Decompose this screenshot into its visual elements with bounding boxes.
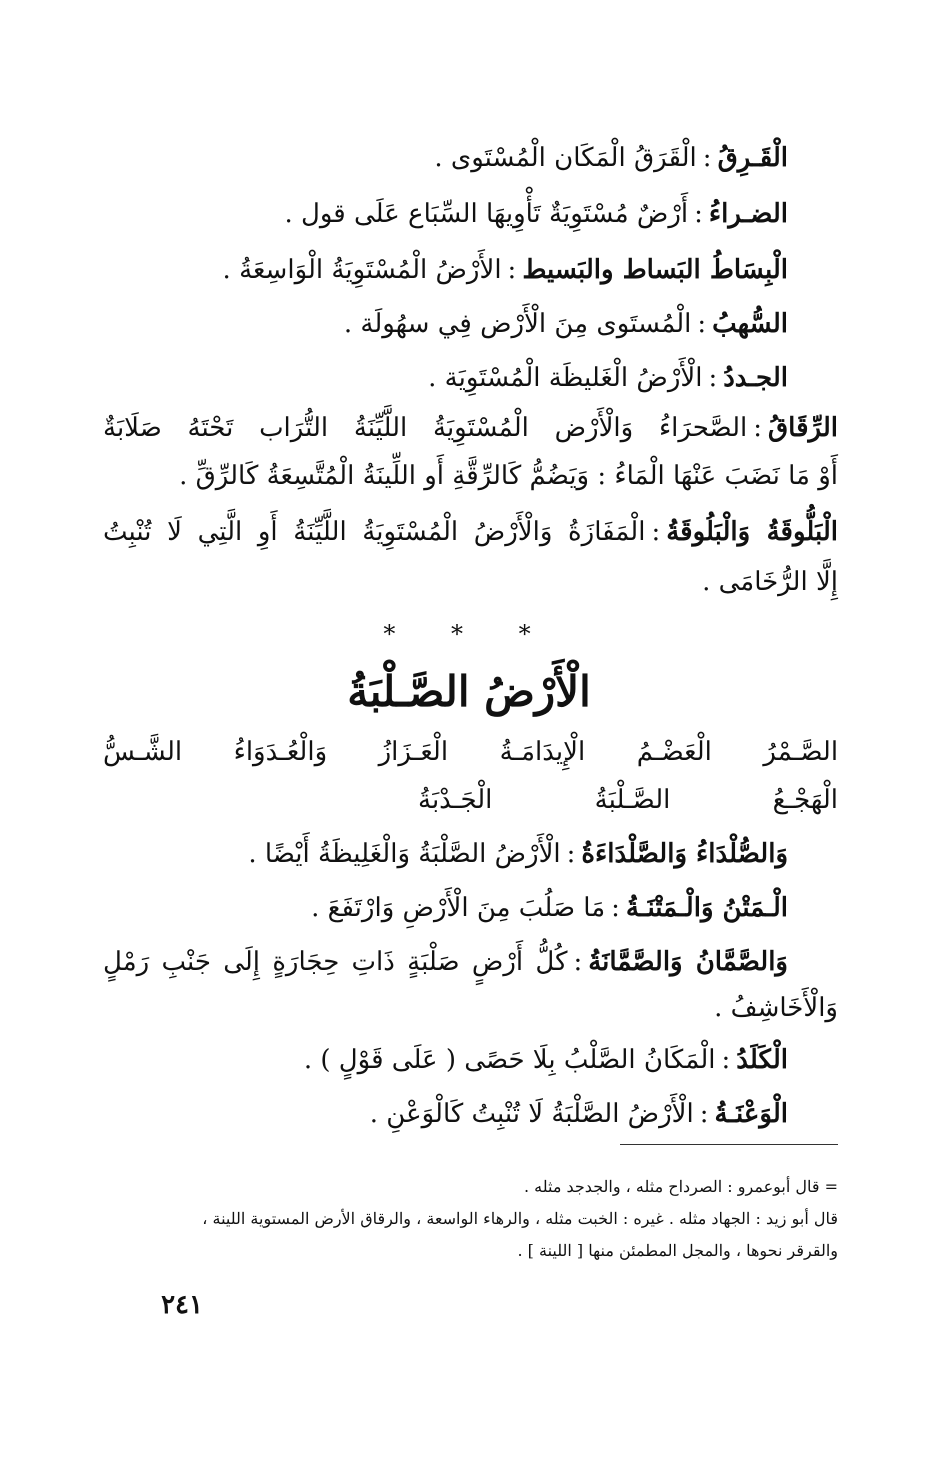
footnote-rule: [620, 1144, 838, 1145]
entry-definition: الصَّحرَاءُ وَالْأَرْض الْمُسْتَوِيَةُ اللَّيِّنَةُ التُّرَاب تَحْتَهُ صَلَابَةٌ: [103, 413, 748, 443]
entry-definition: الْقَرَقُ الْمَكَان الْمُسْتَوى .: [434, 143, 697, 173]
entry-term: السُّهبُ: [712, 309, 788, 339]
entry-definition: الْأَرْضُ الصَّلْبَةُ وَالْغَلِيظَةُ أَيْضًا .: [248, 839, 561, 869]
entry-term: الجـددُ: [723, 363, 788, 393]
entry-sammana-line1: وَالصَّمَّانُ وَالصَّمَّانَةُ:كُلُّ أَرْضٍ صَلْبَةٍ ذَاتِ حِجَارَةٍ إِلَى جَنْبِ رَمْلٍ: [103, 947, 788, 977]
entry-sammana-line2: [103, 988, 838, 1028]
entry-bulluqa-line2: [103, 562, 838, 602]
entry-definition: الْأَرْضُ الصَّلْبَةُ لَا تُنْبِتُ كَالْوَعْنِ .: [369, 1099, 694, 1129]
entry-term: وَالصُّلْدَاءُ وَالصَّلْدَاءَةُ: [581, 839, 788, 869]
footnote-line: قال أبو زيد : الجهاد مثله . غيره : الخبت مثله ، والرهاء الواسعة ، والرقاق الأرض المستوية اللينة ،: [202, 1209, 838, 1228]
section-title: الْأَرْضُ الصَّـلْبَةُ: [347, 667, 591, 716]
synonym: الْإِيدَامَـةُ: [499, 737, 586, 767]
synonyms-line-2: [418, 780, 838, 820]
entry-definition-continued: وَالْأَخَاشِفُ .: [714, 993, 838, 1023]
entry-definition: الْأَرْضُ الْغَليظَة الْمُسْتَوِيَة .: [428, 363, 703, 393]
entry-dara: الضـراءُ:أَرْضٌ مُسْتَوِيَةٌ تَأْوِيهَا السِّبَاع عَلَى قول .: [284, 199, 788, 229]
entry-term: الضـراءُ: [708, 199, 788, 229]
entry-definition: أَرْضٌ مُسْتَوِيَةٌ تَأْوِيهَا السِّبَاع عَلَى قول .: [284, 199, 689, 229]
synonym: الْعَضْـمُ: [636, 737, 712, 767]
entry-term: الْبَلُّوقَةُ وَالْبَلُوقَةُ: [666, 517, 838, 547]
entry-qariq: الْقَـرِقُ:الْقَرَقُ الْمَكَان الْمُسْتَوى .: [434, 143, 788, 173]
entry-waana: الْوَعْنَـةُ:الْأَرْضُ الصَّلْبَةُ لَا تُنْبِتُ كَالْوَعْنِ .: [369, 1099, 788, 1129]
entry-term: الْبِسَاطُ البَساط والبَسيط: [522, 255, 788, 285]
entry-riqaq-line1: الرِّقَاقُ:الصَّحرَاءُ وَالْأَرْض الْمُسْتَوِيَةُ اللَّيِّنَةُ التُّرَاب تَحْتَهُ صَلَابَةٌ: [103, 413, 838, 443]
entry-definition-continued: إِلَّا الرُّخَامَى .: [702, 567, 838, 597]
entry-riqaq-line2: [103, 456, 838, 496]
footnote-line: = قال أبوعمرو : الصرداح مثله ، والجدجد مثله .: [523, 1177, 838, 1196]
synonym: وَالْعُـدَوَاءُ: [233, 737, 328, 767]
entry-definition: كُلُّ أَرْضٍ صَلْبَةٍ ذَاتِ حِجَارَةٍ إِلَى جَنْبِ رَمْلٍ: [103, 947, 568, 977]
entry-definition: الْمَفَازَةُ وَالْأَرْضُ الْمُسْتَوِيَةُ اللَّيِّنَةُ أَوِ الَّتِي لَا تُنْبِتُ: [103, 517, 646, 547]
entry-term: الرِّقَاقُ: [767, 413, 838, 443]
footnote-line: والقرقر نحوها ، والمجل المطمئن منها [ اللينة ] .: [517, 1241, 838, 1260]
synonyms-line-1: [103, 732, 838, 772]
section-separator: * * *: [383, 620, 555, 648]
synonym: الصَّـلْبَةُ: [594, 785, 671, 815]
synonym: الْهَجْـعُ: [772, 785, 839, 815]
entry-matn: الْـمَتْنُ وَالْـمَتْنَـةُ:مَا صَلُبَ مِنَ الْأَرْضِ وَارْتَفَعَ .: [311, 893, 788, 923]
entry-suhb: السُّهبُ:الْمُستَوى مِنَ الْأَرْض فِي سهُولَة .: [343, 309, 788, 339]
entry-suldaa: وَالصُّلْدَاءُ وَالصَّلْدَاءَةُ:الْأَرْضُ الصَّلْبَةُ وَالْغَلِيظَةُ أَيْضًا .: [248, 839, 788, 869]
entry-jadad: الجـددُ:الْأَرْضُ الْغَليظَة الْمُسْتَوِيَة .: [428, 363, 788, 393]
entry-definition-continued: أَوْ مَا نَضَبَ عَنْهَا الْمَاءُ : وَيَضُمُّ كَالرِّقَّةِ أَو اللِّينَةُ الْمُتَّسِعَةُ كَالرِّقِّ .: [179, 461, 838, 491]
entry-term: الْقَـرِقُ: [717, 143, 788, 173]
synonym: الْعَـزَازُ: [378, 737, 449, 767]
synonym: الصَّـمْرُ: [763, 737, 839, 767]
entry-bisat: الْبِسَاطُ البَساط والبَسيط:الأَرْضُ الْمُسْتَوِيَةُ الْوَاسِعَةُ .: [222, 255, 788, 285]
synonym: الشَّـسُّ: [103, 737, 183, 767]
entry-definition: مَا صَلُبَ مِنَ الْأَرْضِ وَارْتَفَعَ .: [311, 893, 606, 923]
entry-term: الْوَعْنَـةُ: [714, 1099, 788, 1129]
entry-term: الْكَلَدُ: [736, 1045, 788, 1075]
entry-bulluqa-line1: الْبَلُّوقَةُ وَالْبَلُوقَةُ:الْمَفَازَةُ وَالْأَرْضُ الْمُسْتَوِيَةُ اللَّيِّنَةُ أَوِ الَّتِي لَا تُنْبِتُ: [103, 517, 838, 547]
entry-kalad: الْكَلَدُ:الْمَكَانُ الصَّلْبُ بِلَا حَصًى ( عَلَى قَوْلٍ ) .: [303, 1045, 788, 1075]
synonym: الْجَـدْبَةُ: [418, 785, 493, 815]
entry-term: وَالصَّمَّانُ وَالصَّمَّانَةُ: [588, 947, 788, 977]
entry-definition: الأَرْضُ الْمُسْتَوِيَةُ الْوَاسِعَةُ .: [222, 255, 502, 285]
entry-term: الْـمَتْنُ وَالْـمَتْنَـةُ: [625, 893, 788, 923]
page-number: ٢٤١: [161, 1290, 203, 1320]
entry-definition: الْمَكَانُ الصَّلْبُ بِلَا حَصًى ( عَلَى قَوْلٍ ) .: [303, 1045, 716, 1075]
entry-definition: الْمُستَوى مِنَ الْأَرْض فِي سهُولَة .: [343, 309, 692, 339]
